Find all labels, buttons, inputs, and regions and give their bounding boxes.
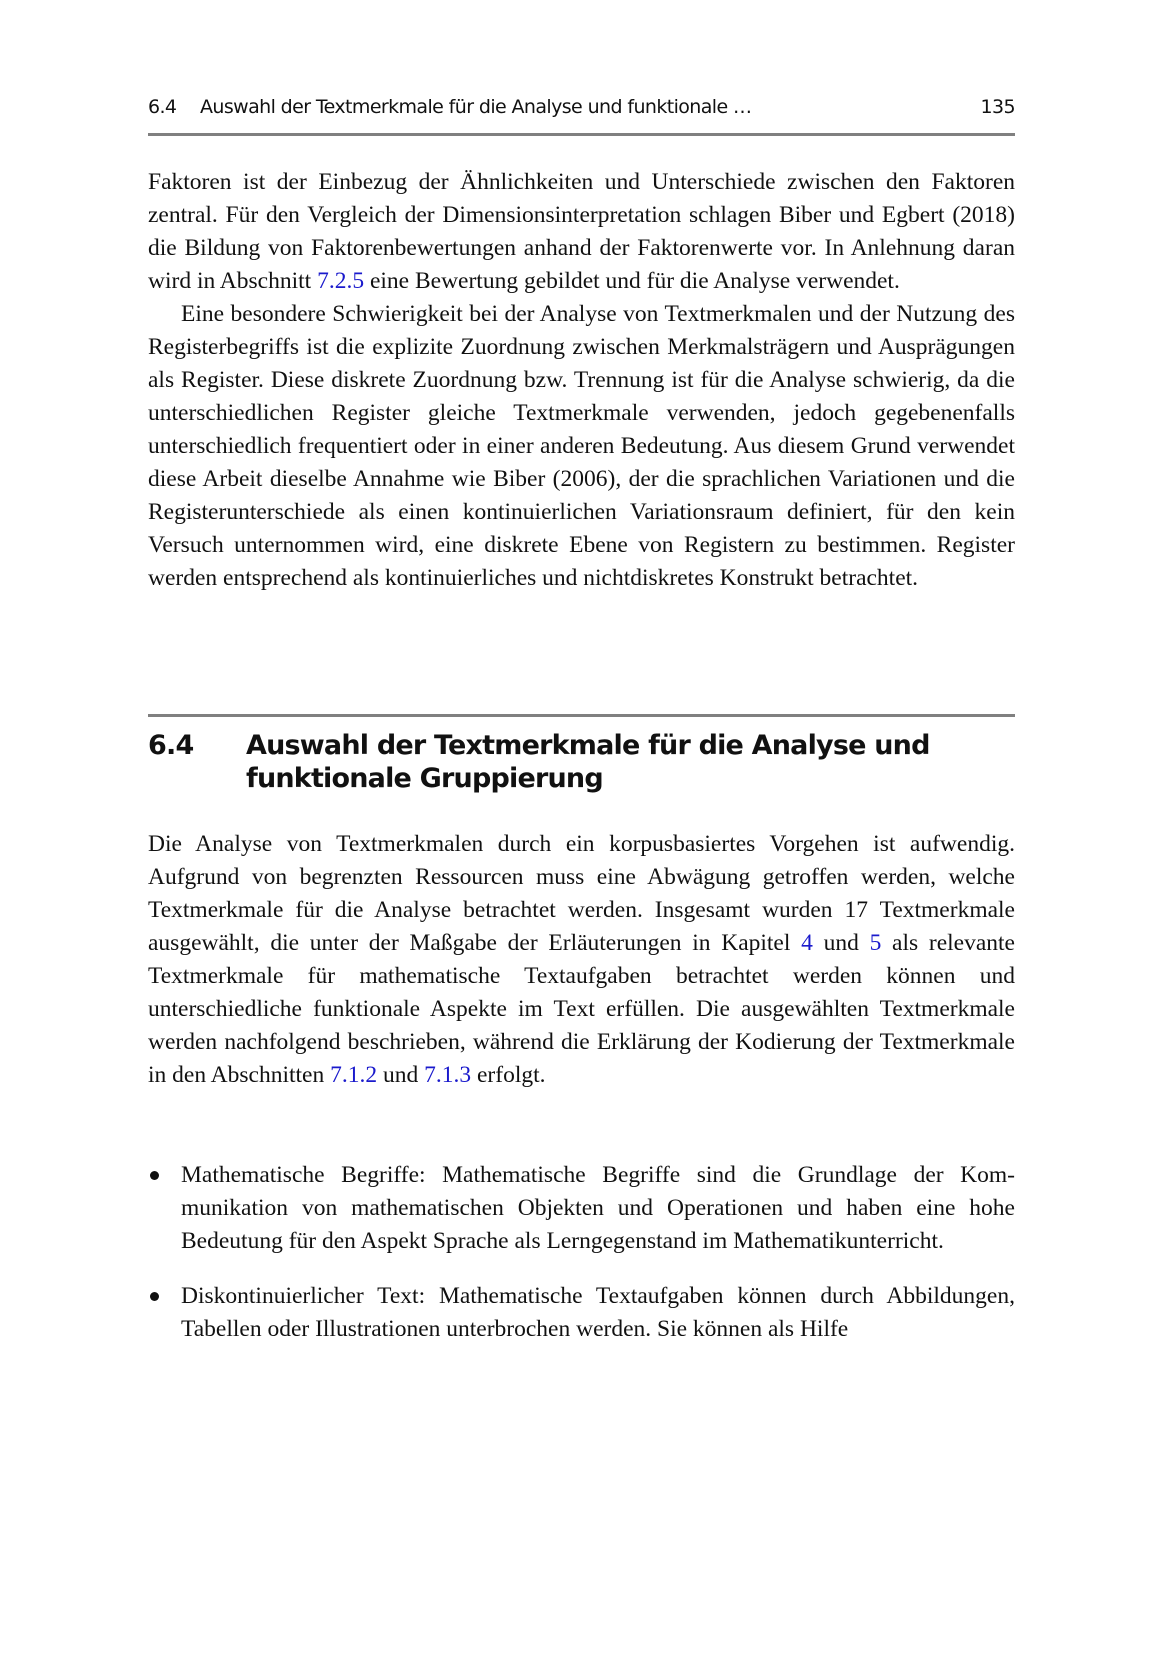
chapter-4-link[interactable]: 4	[801, 930, 813, 956]
body-text-top	[148, 166, 1015, 595]
body-text-section	[148, 828, 1015, 1092]
paragraph-3-text-c: als relevante Textmerkmale für mathematische Textaufgaben betrachtet werden können und unterschiedliche funktionale Aspekte im Text erfüllen. Die ausgewählten Textmerkmale werden nachfolgend beschrieben, während die Erklärung der Kodierung der Textmerkmale in den Abschnitten	[148, 930, 1015, 1088]
section-7-1-3-link[interactable]: 7.1.3	[424, 1062, 472, 1088]
feature-list	[148, 1159, 1015, 1368]
cross-reference-link[interactable]: 7.2.5	[317, 268, 365, 294]
paragraph-2: Eine besondere Schwierigkeit bei der Analyse von Textmerkmalen und der Nutzung des Registerbegriffs ist die explizite Zuordnung zwischen Merkmalsträgern und Ausprägungen als Register. Diese diskrete Zuordnung bzw. Trennung ist für die Analyse schwierig, da die unterschiedlichen Register gleiche Textmerkmale verwenden, jedoch gegebenenfalls unterschiedlich frequentiert oder in einer anderen Bedeutung. Aus diesem Grund verwendet diese Arbeit dieselbe Annahme wie Biber (2006), der die sprachlichen Variationen und die Registerunterschiede als einen kontinuierlichen Variationsraum definiert, für den kein Versuch unternommen wird, eine diskrete Ebene von Registern zu bestimmen. Register werden entsprechend als kontinuierliches und nichtdiskretes Konstrukt betrachtet.	[148, 301, 1015, 591]
header-section-title: Auswahl der Textmerkmale für die Analyse und funktionale …	[200, 96, 752, 118]
running-header	[148, 96, 1015, 126]
list-item	[148, 1159, 1015, 1258]
section-number: 6.4	[148, 730, 194, 761]
section-rule	[148, 714, 1015, 717]
header-section-number: 6.4	[148, 96, 177, 118]
header-rule	[148, 133, 1015, 136]
paragraph-3-text-e: erfolgt.	[471, 1062, 546, 1088]
paragraph-3	[148, 828, 1015, 1092]
paragraph-3-text-d: und	[377, 1062, 425, 1088]
bullet-icon	[150, 1292, 159, 1301]
paragraph-1-text-a: Faktoren ist der Einbezug der Ähnlichkeiten und Unterschiede zwischen den Faktoren zentral. Für den Vergleich der Dimensionsinterpretation schlagen Biber und Egbert (2018) die Bildung von Faktorenbewertungen anhand der Faktorenwerte vor. In Anlehnung daran wird in Abschnitt	[148, 169, 1015, 294]
page-number: 135	[980, 96, 1015, 118]
section-7-1-2-link[interactable]: 7.1.2	[330, 1062, 378, 1088]
section-title: Auswahl der Textmerkmale für die Analyse und funktionale Gruppierung	[246, 730, 930, 794]
bullet-icon	[150, 1171, 159, 1180]
list-item	[148, 1280, 1015, 1346]
paragraph-1-text-b: eine Bewertung gebildet und für die Analyse verwendet.	[364, 268, 900, 294]
paragraph-3-text-a: Die Analyse von Textmerkmalen durch ein korpusbasiertes Vorgehen ist aufwendig. Aufgrund von begrenzten Ressourcen muss eine Abwägung getroffen werden, welche Textmerkmale für die Analyse betrachtet werden. Insgesamt wurden 17 Textmerkmale ausgewählt, die unter der Maßgabe der Erläuterungen in Kapitel	[148, 831, 1015, 956]
paragraph-3-text-b: und	[812, 930, 870, 956]
list-item-text: Diskontinuierlicher Text: Mathematische Textaufgaben können durch Abbildungen, Tabellen oder Illustrationen unterbrochen werden. Sie können als Hilfe	[181, 1283, 1015, 1342]
list-item-text: Mathematische Begriffe: Mathematische Begriffe sind die Grundlage der Kommunikation von mathematischen Objekten und Operationen und haben eine hohe Bedeutung für den Aspekt Sprache als Lerngegenstand im Mathematikunterricht.	[181, 1162, 1015, 1254]
chapter-5-link[interactable]: 5	[869, 930, 882, 956]
paragraph-1	[148, 166, 1015, 298]
